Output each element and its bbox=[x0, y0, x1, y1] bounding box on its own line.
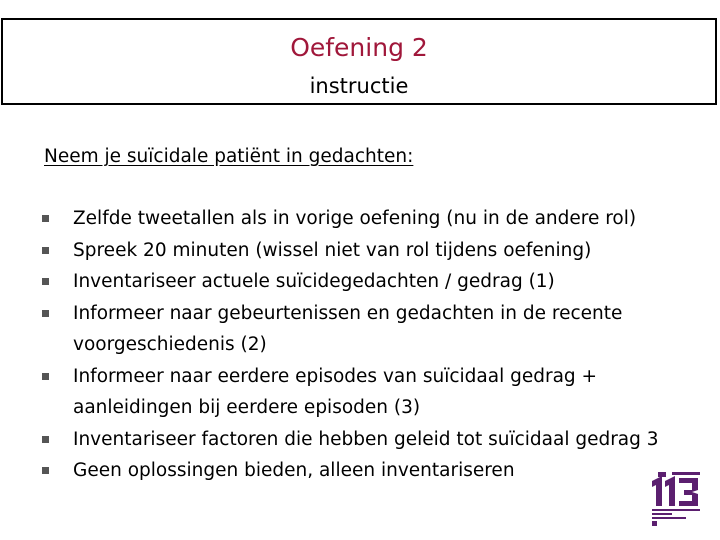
bullet-item bbox=[42, 298, 702, 361]
intro-text: Neem je suïcidale patiënt in gedachten: bbox=[44, 146, 414, 167]
bullet-item bbox=[42, 235, 702, 267]
bullet-item bbox=[42, 424, 702, 456]
bullet-item bbox=[42, 455, 702, 487]
bullet-text: Informeer naar eerdere episodes van suïcidaal gedrag + aanleidingen bij eerdere episoden (3) bbox=[73, 365, 598, 418]
bullet-text: Geen oplossingen bieden, alleen inventariseren bbox=[73, 460, 515, 481]
bullet-item bbox=[42, 266, 702, 298]
113-logo-icon bbox=[648, 470, 704, 528]
title-box bbox=[1, 18, 717, 105]
bullet-list bbox=[42, 203, 702, 487]
bullet-item bbox=[42, 361, 702, 424]
square-bullet-icon bbox=[42, 373, 49, 380]
square-bullet-icon bbox=[42, 215, 49, 222]
square-bullet-icon bbox=[42, 247, 49, 254]
bullet-text: Inventariseer actuele suïcidegedachten / gedrag (1) bbox=[73, 271, 555, 292]
113-logo-graphic bbox=[648, 470, 704, 528]
square-bullet-icon bbox=[42, 278, 49, 285]
square-bullet-icon bbox=[42, 436, 49, 443]
bullet-item bbox=[42, 203, 702, 235]
bullet-text: Informeer naar gebeurtenissen en gedachten in de recente voorgeschiedenis (2) bbox=[73, 302, 623, 355]
bullet-text: Inventariseer factoren die hebben geleid tot suïcidaal gedrag 3 bbox=[73, 428, 659, 450]
slide-subtitle: instructie bbox=[309, 74, 409, 98]
square-bullet-icon bbox=[42, 467, 49, 474]
square-bullet-icon bbox=[42, 310, 49, 317]
bullet-text: Zelfde tweetallen als in vorige oefening (nu in de andere rol) bbox=[73, 208, 637, 229]
slide-title: Oefening 2 bbox=[290, 33, 428, 62]
bullet-text: Spreek 20 minuten (wissel niet van rol tijdens oefening) bbox=[73, 239, 592, 261]
